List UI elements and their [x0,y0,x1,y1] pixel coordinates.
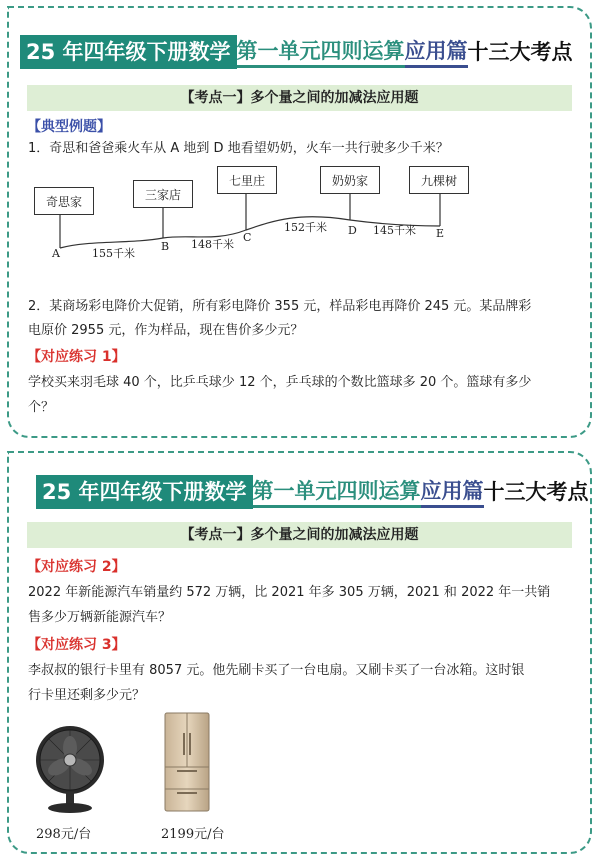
place-qisi-home: 奇思家 [34,187,94,215]
point-a: A [52,247,60,260]
point-c: C [243,231,252,244]
practice-1-line-2: 个？ [28,400,55,415]
fan-price: 298元/台 [36,827,92,842]
point-d: D [348,224,357,237]
practice-3-line-1: 李叔叔的银行卡里有 8057 元。他先刷卡买了一台电扇。又刷卡买了一台冰箱。这时银 [28,663,525,678]
question-2-line-2: 电原价 2955 元，作为样品，现在售价多少元？ [28,323,304,338]
point-b: B [161,240,170,253]
question-1: 1．奇思和爸爸乘火车从 A 地到 D 地看望奶奶，火车一共行驶多少千米？ [28,141,449,156]
fridge-price: 2199元/台 [161,827,225,842]
section-header-2: 【考点一】多个量之间的加减法应用题 [27,522,572,548]
example-label: 【典型例题】 [27,119,111,135]
practice-3-line-2: 行卡里还剩多少元？ [28,688,146,703]
title-part-unit: 第一单元四则运算 [237,37,405,68]
title-part-type: 应用篇 [405,37,468,68]
page-title-2 [36,475,589,509]
practice-2-label: 【对应练习 2】 [27,559,126,575]
title-part-type: 应用篇 [421,477,484,508]
place-sanjiadian: 三家店 [133,180,193,208]
electric-fan-image [30,722,110,814]
place-qilizhuang: 七里庄 [217,166,277,194]
title-part-unit: 第一单元四则运算 [253,477,421,508]
place-grandma-home: 奶奶家 [320,166,380,194]
page-title-1 [20,35,573,69]
distance-cd: 152千米 [284,221,327,234]
practice-2-line-2: 售多少万辆新能源汽车？ [28,610,172,625]
place-jiukeshu: 九棵树 [409,166,469,194]
title-part-grade: 25 年四年级下册数学 [36,475,253,509]
route-diagram [0,160,602,270]
distance-ab: 155千米 [92,247,135,260]
title-part-count: 十三大考点 [483,480,589,504]
point-e: E [436,227,445,240]
refrigerator-image [163,711,211,815]
practice-1-line-1: 学校买来羽毛球 40 个，比乒乓球少 12 个，乒乓球的个数比篮球多 20 个。篮球有多少 [28,375,532,390]
practice-3-label: 【对应练习 3】 [27,637,126,653]
practice-2-line-1: 2022 年新能源汽车销量约 572 万辆，比 2021 年多 305 万辆，2021 和 2022 年一共销 [28,585,551,600]
distance-bc: 148千米 [191,238,234,251]
title-part-grade: 25 年四年级下册数学 [20,35,237,69]
distance-de: 145千米 [373,224,416,237]
section-header-1: 【考点一】多个量之间的加减法应用题 [27,85,572,111]
question-2-line-1: 2．某商场彩电降价大促销，所有彩电降价 355 元，样品彩电再降价 245 元。某品牌彩 [28,299,532,314]
title-part-count: 十三大考点 [467,40,573,64]
practice-1-label: 【对应练习 1】 [27,349,126,365]
